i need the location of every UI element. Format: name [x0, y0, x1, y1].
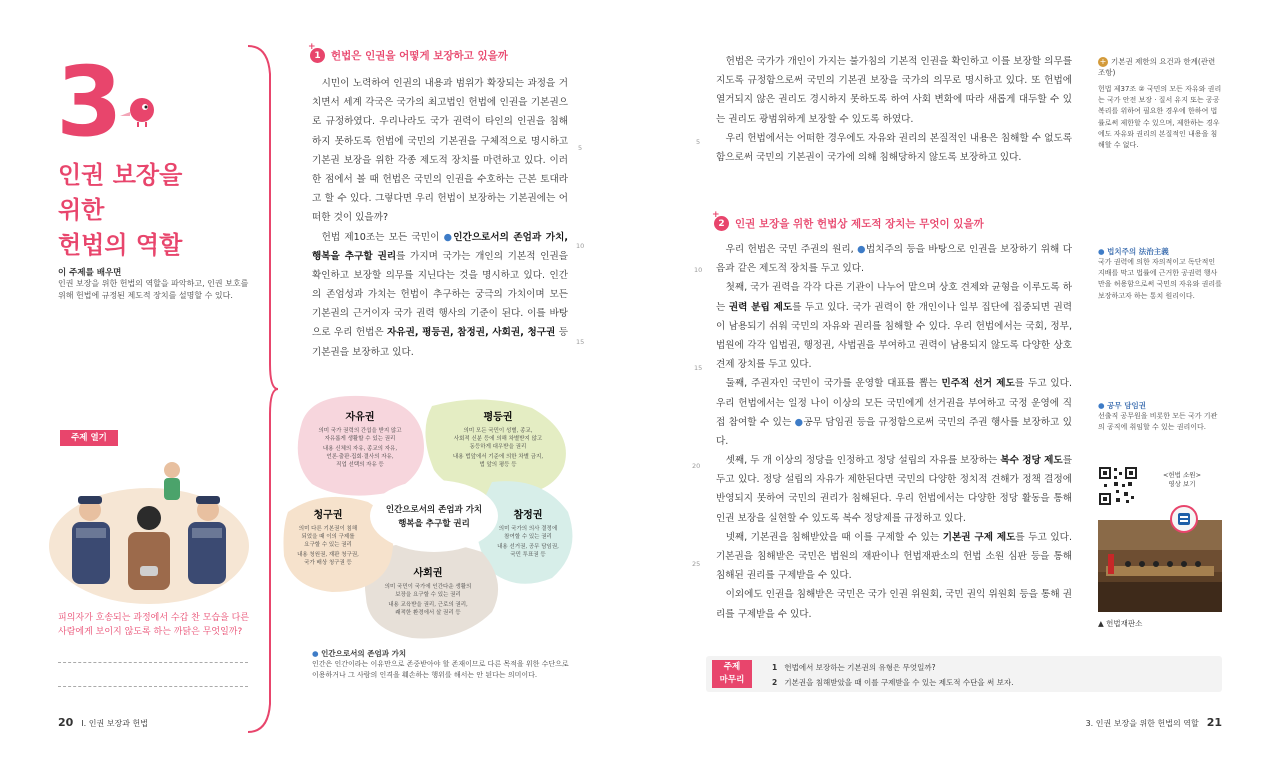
term-marker-icon: ● [857, 244, 866, 255]
basic-rights-diagram [282, 392, 582, 642]
section-title: 인권 보장을 위한 헌법상 제도적 장치는 무엇이 있을까 [735, 218, 984, 230]
sidebar-term-text: 국가 권력에 의한 자의적이고 독단적인 지배를 막고 법률에 근거한 공권력 행사만을 허용함으로써 국민의 자유와 권리를 보장하고자 하는 통치 원리이다. [1098, 258, 1222, 300]
key-term: 인간으로서의 존엄과 가치, [453, 231, 568, 243]
term-marker-icon: ● [1098, 401, 1108, 410]
key-term: 권력 분립 제도 [728, 301, 793, 313]
page-number: 21 [1206, 716, 1222, 729]
footer-chapter-label: 3. 인권 보장을 위한 헌법의 역할 [1085, 719, 1199, 728]
paragraph: 시민이 노력하여 인권의 내용과 범위가 확장되는 과정을 거치면서 세계 각국은 국가의 최고법인 헌법에 인권을 기본권으로 규정하였다. 우리나라도 국가 권력이 타인의 인권을 침해하지 못하도록 헌법에 국민의 기본권을 구체적으로 명시하고 기본권 보장을 위한 각종 제도적 장치를 마련하고 있다. 이러한 점에서 볼 때 헌법은 국민의 인권을 수호하는 근본 토대라고 할 수 있다. 그렇다면 우리 헌법이 보장하는 기본권에는 어떠한 것이 있을까? [312, 78, 568, 224]
petal-title: 자유권 [345, 412, 375, 423]
petal-title: 평등권 [483, 412, 513, 423]
svg-text:의미 국가의 의사 결정에: 의미 국가의 의사 결정에 [498, 526, 558, 532]
title-line: 헌법의 역할 [58, 230, 183, 259]
diagram-center-line: 행복을 추구할 권리 [398, 519, 470, 529]
paragraph: 넷째, 기본권을 침해받았을 때 이를 구제할 수 있는 기본권 구제 제도를 두고 있다. 기본권을 침해받은 국민은 법원의 재판이나 헌법재판소의 헌법 소원 심판 등을 통해 침해된 권리를 구제받을 수 있다. [716, 531, 1072, 582]
footnote-text: 인간은 인간이라는 이유만으로 존중받아야 할 존재이므로 다른 목적을 위한 수단으로 이용하거나 그 사람의 인격을 훼손하는 행위를 해서는 안 된다는 의미이다. [312, 660, 569, 679]
svg-text:내용 법앞에서 기준에 의한 차별 금지,: 내용 법앞에서 기준에 의한 차별 금지, [452, 454, 544, 460]
plus-circle-icon: + [1099, 57, 1107, 66]
paragraph: 헌법 제10조는 모든 국민이 ●인간으로서의 존엄과 가치, 행복을 추구할 권리를 가지며 국가는 개인의 기본적 인권을 확인하고 보장할 의무를 지닌다는 것을 명시하고 있다. 인간의 존엄성과 가치는 헌법이 추구하는 궁극의 가치이며 모든 기본권의 근거이자 국가 권력 행사의 기준이 된다. 이를 바탕으로 우리 헌법은 자유권, 평등권, 참정권, 사회권, 청구권 등 기본권을 보장하고 있다. [312, 231, 568, 358]
sidebar-term-public-office: ● 공무 담임권 선출직 공무원을 비롯한 모든 국가 기관의 공직에 취임할 수 있는 권리이다. [1098, 400, 1222, 433]
term-marker-icon: ● [1098, 247, 1108, 256]
section-number: 1 [310, 48, 325, 63]
sidebar-term-rule-of-law: ● 법치주의 法治主義 국가 권력에 의한 자의적이고 독단적인 지배를 막고 법률에 근거한 공권력 행사만을 허용함으로써 국민의 자유와 권리를 보장하고자 하는 통치 원리이다. [1098, 246, 1222, 302]
title-line: 인권 보장을 [58, 161, 183, 189]
petal-title: 사회권 [413, 568, 443, 579]
key-term: 기본권 구제 제도 [942, 531, 1016, 543]
svg-text:쾌적한 환경에서 살 권리 등: 쾌적한 환경에서 살 권리 등 [395, 610, 461, 616]
key-term: 행복을 추구할 권리 [312, 250, 397, 262]
learning-goal-text: 인권 보장을 위한 헌법의 역할을 파악하고, 인권 보호를 위해 헌법에 규정된 제도적 장치를 설명할 수 있다. [58, 279, 249, 300]
chapter-title [58, 158, 248, 262]
svg-text:사회적 신분 등에 의해 차별받지 않고: 사회적 신분 등에 의해 차별받지 않고 [453, 436, 543, 442]
paragraph: 헌법은 국가가 개인이 가지는 불가침의 기본적 인권을 확인하고 이를 보장할 의무를 지도록 규정함으로써 국민의 기본권 보장을 국가의 의무로 명시하고 있다. 또 헌법에 열거되지 않은 권리도 경시하지 못하도록 하여 사회 변화에 따라 새롭게 대두할 수 있는 권리도 광범위하게 보장할 수 있도록 하였다. [716, 56, 1072, 125]
right-top-body [716, 52, 1072, 167]
svg-text:의미 다른 기본권이 침해: 의미 다른 기본권이 침해 [298, 526, 358, 532]
section-2-body [716, 240, 1072, 624]
qr-label: <헌법 소원> 영상 보기 [1162, 471, 1202, 488]
svg-text:참여할 수 있는 권리: 참여할 수 있는 권리 [504, 534, 552, 540]
chapter-number: 3 [56, 46, 123, 158]
svg-text:국가 배상 청구권 등: 국가 배상 청구권 등 [304, 560, 352, 566]
petal-title: 참정권 [513, 510, 543, 521]
plus-icon: + [308, 42, 316, 52]
svg-text:의미 국가 권력의 간섭을 받지 않고: 의미 국가 권력의 간섭을 받지 않고 [318, 428, 402, 434]
page-number: 20 [58, 716, 74, 729]
wrapup-question: 2 기본권을 침해받았을 때 이를 구제받을 수 있는 제도적 수단을 써 보자. [772, 678, 1014, 687]
svg-text:내용 신체의 자유, 종교의 자유,: 내용 신체의 자유, 종교의 자유, [322, 446, 398, 452]
photo-caption: ▲ 헌법재판소 [1098, 619, 1143, 628]
courtroom-image [1098, 520, 1222, 612]
svg-text:동등하게 대우받을 권리: 동등하게 대우받을 권리 [469, 444, 527, 450]
topic-wrapup-badge: 주제 마무리 [712, 660, 752, 688]
paragraph: 이외에도 인권을 침해받은 국민은 국가 인권 위원회, 국민 권익 위원회 등을 통해 권리를 구제받을 수 있다. [716, 589, 1072, 620]
svg-text:요구할 수 있는 권리: 요구할 수 있는 권리 [304, 542, 352, 548]
line-number: 10 [576, 242, 585, 250]
svg-text:되었을 때 이의 구제를: 되었을 때 이의 구제를 [301, 534, 355, 540]
footnote-dignity: ● 인간으로서의 존엄과 가치 인간은 인간이라는 이유만으로 존중받아야 할 존재이므로 다른 목적을 위한 수단으로 이용하거나 그 사람의 인격을 훼손하는 행위를 해서는 안 된다는 의미이다. [312, 648, 572, 681]
plus-icon: + [712, 210, 720, 220]
line-number: 15 [576, 338, 585, 346]
key-term: 민주적 선거 제도 [941, 378, 1015, 390]
paragraph: 셋째, 두 개 이상의 정당을 인정하고 정당 설립의 자유를 보장하는 복수 정당 제도를 두고 있다. 정당 설립의 자유가 제한된다면 국민의 다양한 정치적 견해가 정책 결정에 반영되지 못하여 국민의 권리가 침해된다. 우리 헌법에서는 다양한 정당 활동을 통해 인권 보장을 실현할 수 있도록 복수 정당제를 규정하고 있다. [716, 455, 1072, 524]
sidebar-note: + 기본권 제한의 요건과 한계(관련 조항) 헌법 제37조 ② 국민의 모든 자유와 권리는 국가 안전 보장 · 질서 유지 또는 공공복리를 위하여 필요한 경우에 한하여 법률로써 제한할 수 있으며, 제한하는 경우에도 자유와 권리의 본질적인 내용을 침해할 수 없다. [1098, 56, 1222, 151]
term-marker-icon: ● [794, 416, 804, 428]
police-escort-illustration [48, 456, 250, 606]
svg-text:법 앞의 평등 등: 법 앞의 평등 등 [479, 462, 517, 468]
svg-text:내용 교육받을 권리, 근로의 권리,: 내용 교육받을 권리, 근로의 권리, [388, 602, 468, 608]
section-1-body [312, 74, 568, 362]
court-emblem-icon [1170, 505, 1198, 533]
constitutional-court-photo [1098, 520, 1222, 612]
svg-text:자유롭게 생활할 수 있는 권리: 자유롭게 생활할 수 있는 권리 [324, 436, 396, 442]
svg-text:보장을 요구할 수 있는 권리: 보장을 요구할 수 있는 권리 [395, 592, 461, 598]
section-title: 헌법은 인권을 어떻게 보장하고 있을까 [331, 50, 508, 62]
line-number: 15 [694, 364, 703, 372]
section-1-heading [308, 42, 508, 63]
key-term: 복수 정당 제도 [1000, 455, 1063, 467]
section-number: 2 [714, 216, 729, 231]
line-number: 5 [578, 144, 583, 152]
svg-text:내용 청원권, 재판 청구권,: 내용 청원권, 재판 청구권, [297, 552, 359, 558]
line-number: 25 [692, 560, 701, 568]
diagram-center-line: 인간으로서의 존엄과 가치 [385, 505, 483, 515]
sidebar-term-text: 선출직 공무원을 비롯한 모든 국가 기관의 공직에 취임할 수 있는 권리이다. [1098, 412, 1218, 432]
wrapup-question: 1 헌법에서 보장하는 기본권의 유형은 무엇일까? [772, 663, 936, 672]
svg-text:언론·출판·집회·결사의 자유,: 언론·출판·집회·결사의 자유, [326, 454, 394, 460]
footer-chapter-label: I. 인권 보장과 헌법 [81, 719, 148, 728]
key-term: 자유권, 평등권, 참정권, 사회권, 청구권 [387, 327, 556, 339]
term-marker-icon: ● [443, 231, 454, 243]
topic-open-question: 피의자가 호송되는 과정에서 수갑 찬 모습을 다른 사람에게 보이지 않도록 하는 까닭은 무엇일까? [58, 613, 250, 637]
svg-text:의미 모든 국민이 성별, 종교,: 의미 모든 국민이 성별, 종교, [463, 428, 533, 434]
svg-text:국민 투표권 등: 국민 투표권 등 [510, 552, 546, 558]
bird-mascot-icon [118, 94, 158, 128]
line-number: 5 [696, 138, 701, 146]
term-marker-icon: ● [312, 649, 322, 658]
footer-left [58, 716, 148, 729]
qr-code-icon[interactable] [1098, 466, 1138, 506]
svg-text:의미 국민이 국가에 인간다운 생활의: 의미 국민이 국가에 인간다운 생활의 [384, 584, 472, 590]
paragraph: 우리 헌법에서는 어떠한 경우에도 자유와 권리의 본질적인 내용은 침해할 수 없도록 함으로써 국민의 기본권이 국가에 의해 침해당하지 않도록 보장하고 있다. [716, 132, 1072, 163]
petal-title: 청구권 [313, 510, 343, 521]
svg-text:내용 선거권, 공무 담임권,: 내용 선거권, 공무 담임권, [497, 544, 559, 550]
line-number: 10 [694, 266, 703, 274]
title-line: 위한 [58, 195, 105, 224]
paragraph: 첫째, 국가 권력을 각각 다른 기관이 나누어 맡으며 상호 견제와 균형을 이루도록 하는 권력 분립 제도를 두고 있다. 국가 권력이 한 개인이나 일부 집단에 집중되면 권력이 남용되기 쉬워 국민의 자유와 권리를 침해할 수 있다. 우리 헌법에서는 국회, 정부, 법원에 각각 입법권, 행정권, 사법권을 부여하고 권력이 남용되지 않도록 다양한 상호 견제 장치를 두고 있다. [716, 282, 1072, 371]
answer-line [58, 662, 248, 663]
topic-open-badge: 주제 열기 [60, 430, 118, 446]
footer-right [1086, 716, 1222, 729]
section-2-heading [712, 210, 984, 231]
answer-line [58, 686, 248, 687]
triangle-up-icon: ▲ [1098, 619, 1107, 628]
svg-text:직업 선택의 자유 등: 직업 선택의 자유 등 [336, 462, 384, 468]
paragraph: 우리 헌법은 국민 주권의 원리, ●법치주의 등을 바탕으로 인권을 보장하기 위해 다음과 같은 제도적 장치를 두고 있다. [716, 244, 1072, 275]
line-number: 20 [692, 462, 701, 470]
sidebar-note-text: 헌법 제37조 ② 국민의 모든 자유와 권리는 국가 안전 보장 · 질서 유지 또는 공공복리를 위하여 필요한 경우에 한하여 법률로써 제한할 수 있으며, 제한하는 경우에도 자유와 권리의 본질적인 내용을 침해할 수 없다. [1098, 85, 1222, 149]
paragraph: 둘째, 주권자인 국민이 국가를 운영할 대표를 뽑는 민주적 선거 제도를 두고 있다. 우리 헌법에서는 일정 나이 이상의 모든 국민에게 선거권을 부여하고 국정 운영에 직접 참여할 수 있는 ●공무 담임권 등을 규정함으로써 국민의 주권 행사를 보장하고 있다. [716, 378, 1072, 447]
learning-goal-heading: 이 주제를 배우면 [58, 268, 122, 278]
